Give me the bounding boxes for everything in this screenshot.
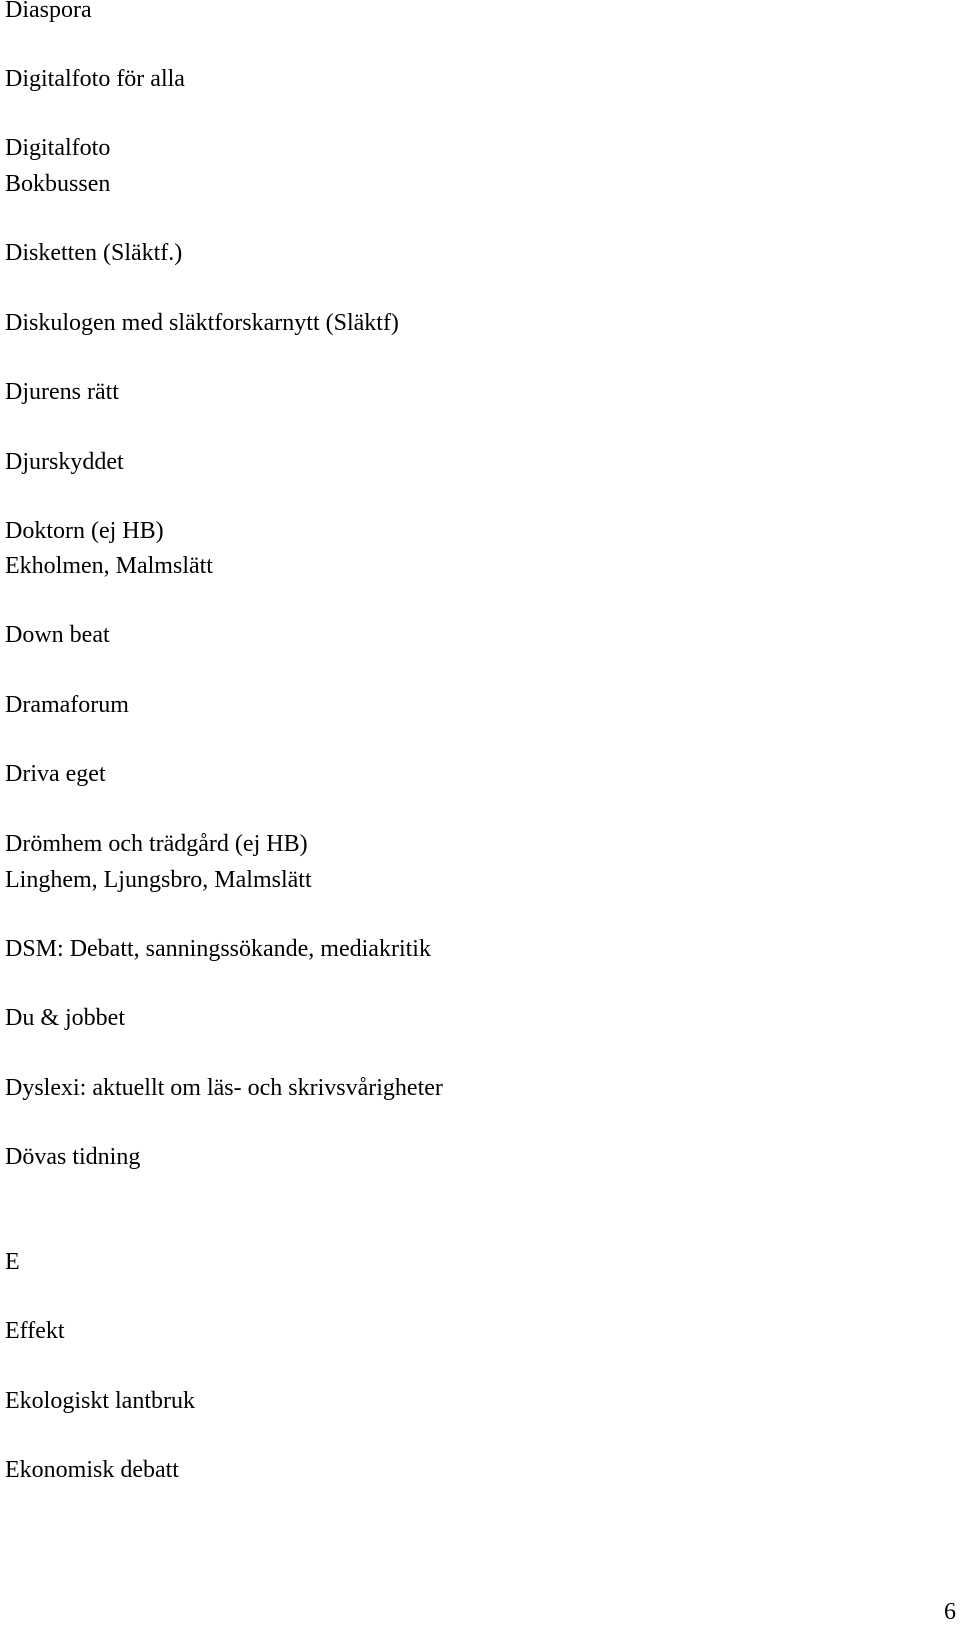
entry-dromhem: Drömhem och trädgård (ej HB) (5, 831, 308, 857)
entry-dyslexi: Dyslexi: aktuellt om läs- och skrivsvårigheter (5, 1075, 443, 1101)
entry-disketten: Disketten (Släktf.) (5, 240, 183, 266)
entry-dovas-tidning: Dövas tidning (5, 1144, 141, 1170)
entry-diaspora: Diaspora (5, 0, 92, 23)
entry-digitalfoto: Digitalfoto (5, 135, 111, 161)
entry-location-ekholmen: Ekholmen, Malmslätt (5, 553, 213, 579)
entry-djurens-ratt: Djurens rätt (5, 379, 119, 405)
entry-du-och-jobbet: Du & jobbet (5, 1005, 125, 1031)
entry-digitalfoto-for-alla: Digitalfoto för alla (5, 66, 185, 92)
entry-ekologiskt-lantbruk: Ekologiskt lantbruk (5, 1388, 195, 1414)
entry-doktorn: Doktorn (ej HB) (5, 518, 164, 544)
page-number: 6 (944, 1599, 956, 1625)
entry-driva-eget: Driva eget (5, 761, 106, 787)
entry-down-beat: Down beat (5, 622, 110, 648)
entry-dramaforum: Dramaforum (5, 692, 129, 718)
entry-diskulogen: Diskulogen med släktforskarnytt (Släktf) (5, 310, 399, 336)
entry-djurskyddet: Djurskyddet (5, 449, 124, 475)
entry-location-linghem: Linghem, Ljungsbro, Malmslätt (5, 867, 312, 893)
section-letter-e: E (5, 1249, 20, 1275)
entry-ekonomisk-debatt: Ekonomisk debatt (5, 1457, 179, 1483)
entry-location-bokbussen: Bokbussen (5, 171, 111, 197)
entry-dsm: DSM: Debatt, sanningssökande, mediakritik (5, 936, 431, 962)
entry-effekt: Effekt (5, 1318, 65, 1344)
